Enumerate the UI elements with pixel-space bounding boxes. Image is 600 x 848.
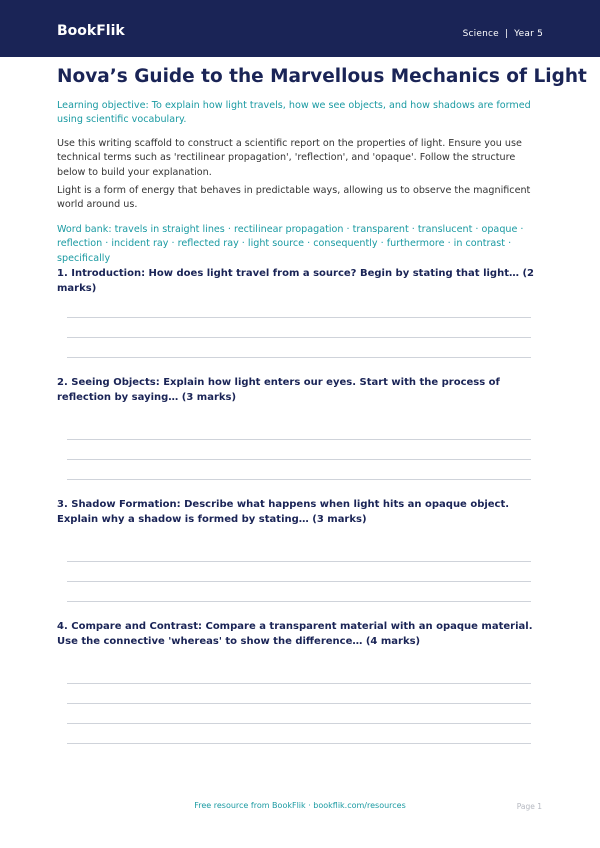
learning-objective: Learning objective: To explain how light travels, how we see objects, and how shadows are formed using scientific vocabulary. [57,100,531,126]
question-1: 1. Introduction: How does light travel from a source? Begin by stating that light… (2 marks) [57,268,534,294]
intro-text: Light is a form of energy that behaves in predictable ways, allowing us to observe the magnificent world around us. [57,185,531,211]
answer-line[interactable] [67,479,531,480]
question-4: 4. Compare and Contrast: Compare a transparent material with an opaque material. Use the connective 'whereas' to show the difference… (4 marks) [57,621,533,647]
answer-line[interactable] [67,439,531,440]
subject-year-label [463,28,543,40]
answer-line[interactable] [67,683,531,684]
question-3: 3. Shadow Formation: Describe what happens when light hits an opaque object. Explain why a shadow is formed by stating… (3 marks) [57,499,510,525]
meta-separator: | [504,29,509,39]
answer-line[interactable] [67,317,531,318]
answer-line[interactable] [67,581,531,582]
brand-logo: BookFlik [57,23,125,39]
answer-line[interactable] [67,459,531,460]
page-number: Page 1 [516,802,542,811]
instructions-text: Use this writing scaffold to construct a scientific report on the properties of light. Ensure you use technical terms such as 'rectilinear propagation', 'reflection', and 'opaque'. Follow the structure below to build your explanation. [57,138,522,178]
answer-line[interactable] [67,561,531,562]
year-label: Year 5 [514,29,543,39]
answer-line[interactable] [67,601,531,602]
answer-line[interactable] [67,337,531,338]
page-title: Nova’s Guide to the Marvellous Mechanics of Light [57,66,587,87]
answer-line[interactable] [67,357,531,358]
answer-line[interactable] [67,703,531,704]
page-header [0,0,600,57]
answer-line[interactable] [67,743,531,744]
subject-label: Science [462,29,499,39]
word-bank: Word bank: travels in straight lines · rectilinear propagation · transparent · translucent · opaque · reflection · incident ray · reflected ray · light source · consequently · furthermore · in contrast · specifically [57,224,524,264]
question-2: 2. Seeing Objects: Explain how light enters our eyes. Start with the process of reflection by saying… (3 marks) [57,377,500,403]
footer-resource-link[interactable]: Free resource from BookFlik · bookflik.com/resources [194,801,406,810]
answer-line[interactable] [67,723,531,724]
